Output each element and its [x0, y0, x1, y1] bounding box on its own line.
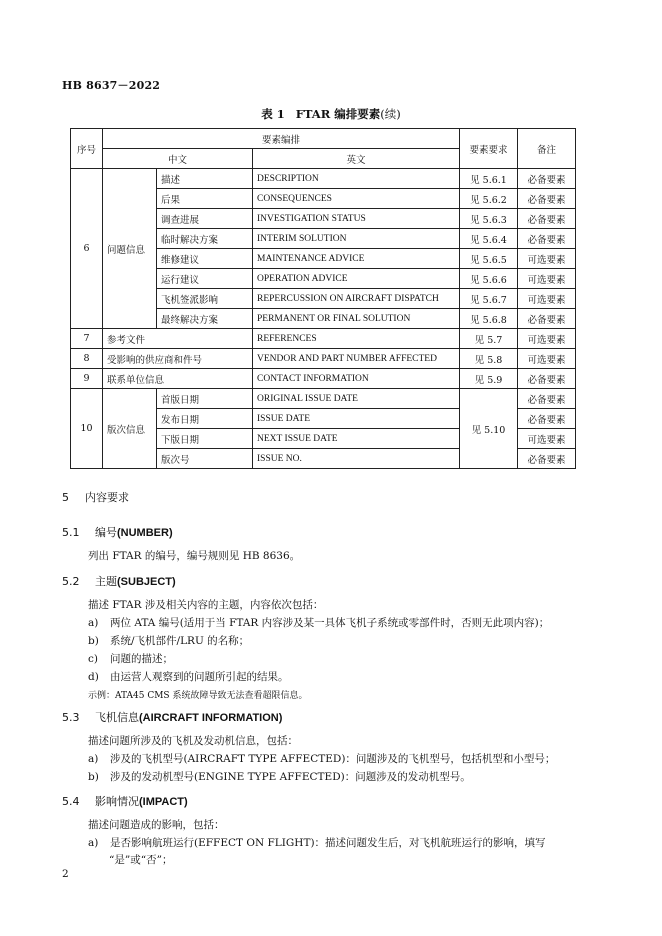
clause-5-2-title [62, 573, 176, 589]
cell-en: PERMANENT OR FINAL SOLUTION [253, 309, 460, 329]
list-marker: d) [88, 671, 99, 683]
header-elements: 要素编排 [103, 129, 460, 149]
clause-heading: 编号 [95, 526, 117, 539]
cell-remark: 必备要素 [518, 389, 576, 409]
cell-cn: 调查进展 [157, 209, 253, 229]
clause-number: 5.4 [62, 795, 80, 808]
group-seq: 10 [71, 389, 103, 469]
cell-req: 见 5.6.4 [460, 229, 518, 249]
cell-req: 见 5.6.6 [460, 269, 518, 289]
cell-en: VENDOR AND PART NUMBER AFFECTED [253, 349, 460, 369]
section-heading: 内容要求 [85, 491, 129, 504]
cell-remark: 可选要素 [518, 269, 576, 289]
example-note: 示例：ATA45 CMS 系统故障导致无法查看超限信息。 [88, 691, 308, 701]
list-marker: a) [88, 837, 99, 849]
list-item [88, 633, 249, 648]
group-seq: 6 [71, 169, 103, 329]
cell-remark: 必备要素 [518, 229, 576, 249]
cell-remark: 可选要素 [518, 429, 576, 449]
list-item [88, 835, 546, 850]
cell-en: INTERIM SOLUTION [253, 229, 460, 249]
list-item [88, 751, 555, 766]
table-row [71, 389, 576, 409]
cell-remark: 可选要素 [518, 289, 576, 309]
cell-en: REFERENCES [253, 329, 460, 349]
cell-cn: 描述 [157, 169, 253, 189]
table-title: FTAR 编排要素 [295, 107, 381, 121]
cell-en: ORIGINAL ISSUE DATE [253, 389, 460, 409]
cell-req: 见 5.6.1 [460, 169, 518, 189]
cell-cn: 运行建议 [157, 269, 253, 289]
clause-5-3-title [62, 709, 282, 725]
cell-cn: 飞机签派影响 [157, 289, 253, 309]
cell-remark: 可选要素 [518, 349, 576, 369]
cell-cn: 首版日期 [157, 389, 253, 409]
header-cn: 中文 [103, 149, 253, 169]
clause-5-1-text: 列出 FTAR 的编号，编号规则见 HB 8636。 [88, 550, 301, 562]
clause-heading-en: (AIRCRAFT INFORMATION) [139, 712, 283, 724]
table-continued: (续) [380, 107, 401, 121]
cell-remark: 必备要素 [518, 209, 576, 229]
list-text: 系统/飞机部件/LRU 的名称； [110, 635, 250, 647]
list-item [88, 651, 173, 666]
list-text: 涉及的发动机型号(ENGINE TYPE AFFECTED)：问题涉及的发动机型号。 [110, 771, 471, 783]
cell-remark: 必备要素 [518, 169, 576, 189]
table-row [71, 369, 576, 389]
cell-req: 见 5.6.5 [460, 249, 518, 269]
cell-req: 见 5.6.8 [460, 309, 518, 329]
header-seq: 序号 [71, 129, 103, 169]
header-en: 英文 [253, 149, 460, 169]
cell-en: NEXT ISSUE DATE [253, 429, 460, 449]
list-item [88, 669, 289, 684]
cell-remark: 必备要素 [518, 309, 576, 329]
list-text: 问题的描述； [110, 653, 173, 665]
cell-cn: 受影响的供应商和件号 [103, 349, 253, 369]
cell-cn: 维修建议 [157, 249, 253, 269]
clause-5-2-text: 描述 FTAR 涉及相关内容的主题，内容依次包括： [88, 599, 324, 611]
group-name: 问题信息 [103, 169, 157, 329]
cell-req: 见 5.6.2 [460, 189, 518, 209]
header-remark: 备注 [518, 129, 576, 169]
clause-heading: 主题 [95, 575, 117, 588]
clause-heading-en: (IMPACT) [139, 796, 188, 808]
cell-cn: 临时解决方案 [157, 229, 253, 249]
list-item-continuation: “是”或“否”； [109, 854, 173, 866]
section-number: 5 [62, 491, 69, 504]
cell-seq: 7 [71, 329, 103, 349]
cell-en: DESCRIPTION [253, 169, 460, 189]
section-5-title [62, 489, 129, 505]
ftar-elements-table [70, 128, 576, 469]
clause-5-1-title [62, 524, 173, 540]
cell-req: 见 5.9 [460, 369, 518, 389]
list-item [88, 769, 471, 784]
cell-cn: 下版日期 [157, 429, 253, 449]
cell-cn: 后果 [157, 189, 253, 209]
clause-heading-en: (SUBJECT) [117, 576, 176, 588]
list-marker: a) [88, 753, 99, 765]
standard-code: HB 8637－2022 [62, 79, 161, 92]
cell-remark: 必备要素 [518, 189, 576, 209]
cell-remark: 必备要素 [518, 369, 576, 389]
cell-cn: 参考文件 [103, 329, 253, 349]
list-marker: b) [88, 771, 99, 783]
cell-req: 见 5.10 [460, 389, 518, 469]
table-row [71, 349, 576, 369]
list-marker: c) [88, 653, 98, 665]
clause-5-3-text: 描述问题所涉及的飞机及发动机信息，包括： [88, 735, 298, 747]
cell-en: ISSUE NO. [253, 449, 460, 469]
cell-remark: 必备要素 [518, 449, 576, 469]
cell-req: 见 5.8 [460, 349, 518, 369]
clause-5-4-title [62, 793, 188, 809]
list-text: 两位 ATA 编号(适用于当 FTAR 内容涉及某一具体飞机子系统或零部件时，否则无此项内容)； [110, 617, 550, 629]
cell-en: CONTACT INFORMATION [253, 369, 460, 389]
clause-number: 5.3 [62, 711, 80, 724]
cell-seq: 8 [71, 349, 103, 369]
cell-en: INVESTIGATION STATUS [253, 209, 460, 229]
cell-cn: 版次号 [157, 449, 253, 469]
cell-en: ISSUE DATE [253, 409, 460, 429]
cell-en: CONSEQUENCES [253, 189, 460, 209]
cell-remark: 可选要素 [518, 329, 576, 349]
clause-number: 5.1 [62, 526, 80, 539]
cell-remark: 可选要素 [518, 249, 576, 269]
cell-cn: 发布日期 [157, 409, 253, 429]
clause-heading: 影响情况 [95, 795, 139, 808]
list-marker: a) [88, 617, 99, 629]
cell-seq: 9 [71, 369, 103, 389]
list-text: 由运营人观察到的问题所引起的结果。 [110, 671, 289, 683]
table-row [71, 329, 576, 349]
page-number: 2 [62, 868, 69, 880]
cell-req: 见 5.7 [460, 329, 518, 349]
clause-heading: 飞机信息 [95, 711, 139, 724]
cell-en: MAINTENANCE ADVICE [253, 249, 460, 269]
cell-cn: 最终解决方案 [157, 309, 253, 329]
list-item [88, 615, 549, 630]
table-row [71, 169, 576, 189]
group-name: 版次信息 [103, 389, 157, 469]
cell-req: 见 5.6.7 [460, 289, 518, 309]
table-caption [0, 106, 662, 122]
list-text: 涉及的飞机型号(AIRCRAFT TYPE AFFECTED)：问题涉及的飞机型号，包括机型和小型号； [110, 753, 556, 765]
cell-remark: 必备要素 [518, 409, 576, 429]
list-text: 是否影响航班运行(EFFECT ON FLIGHT)：描述问题发生后，对飞机航班运行的影响，填写 [110, 837, 546, 849]
clause-heading-en: (NUMBER) [117, 527, 173, 539]
header-requirement: 要素要求 [460, 129, 518, 169]
clause-5-4-text: 描述问题造成的影响，包括： [88, 819, 225, 831]
cell-req: 见 5.6.3 [460, 209, 518, 229]
clause-number: 5.2 [62, 575, 80, 588]
cell-en: REPERCUSSION ON AIRCRAFT DISPATCH [253, 289, 460, 309]
cell-en: OPERATION ADVICE [253, 269, 460, 289]
table-number: 表 1 [261, 107, 285, 121]
table-header-row [71, 129, 576, 149]
cell-cn: 联系单位信息 [103, 369, 253, 389]
list-marker: b) [88, 635, 99, 647]
